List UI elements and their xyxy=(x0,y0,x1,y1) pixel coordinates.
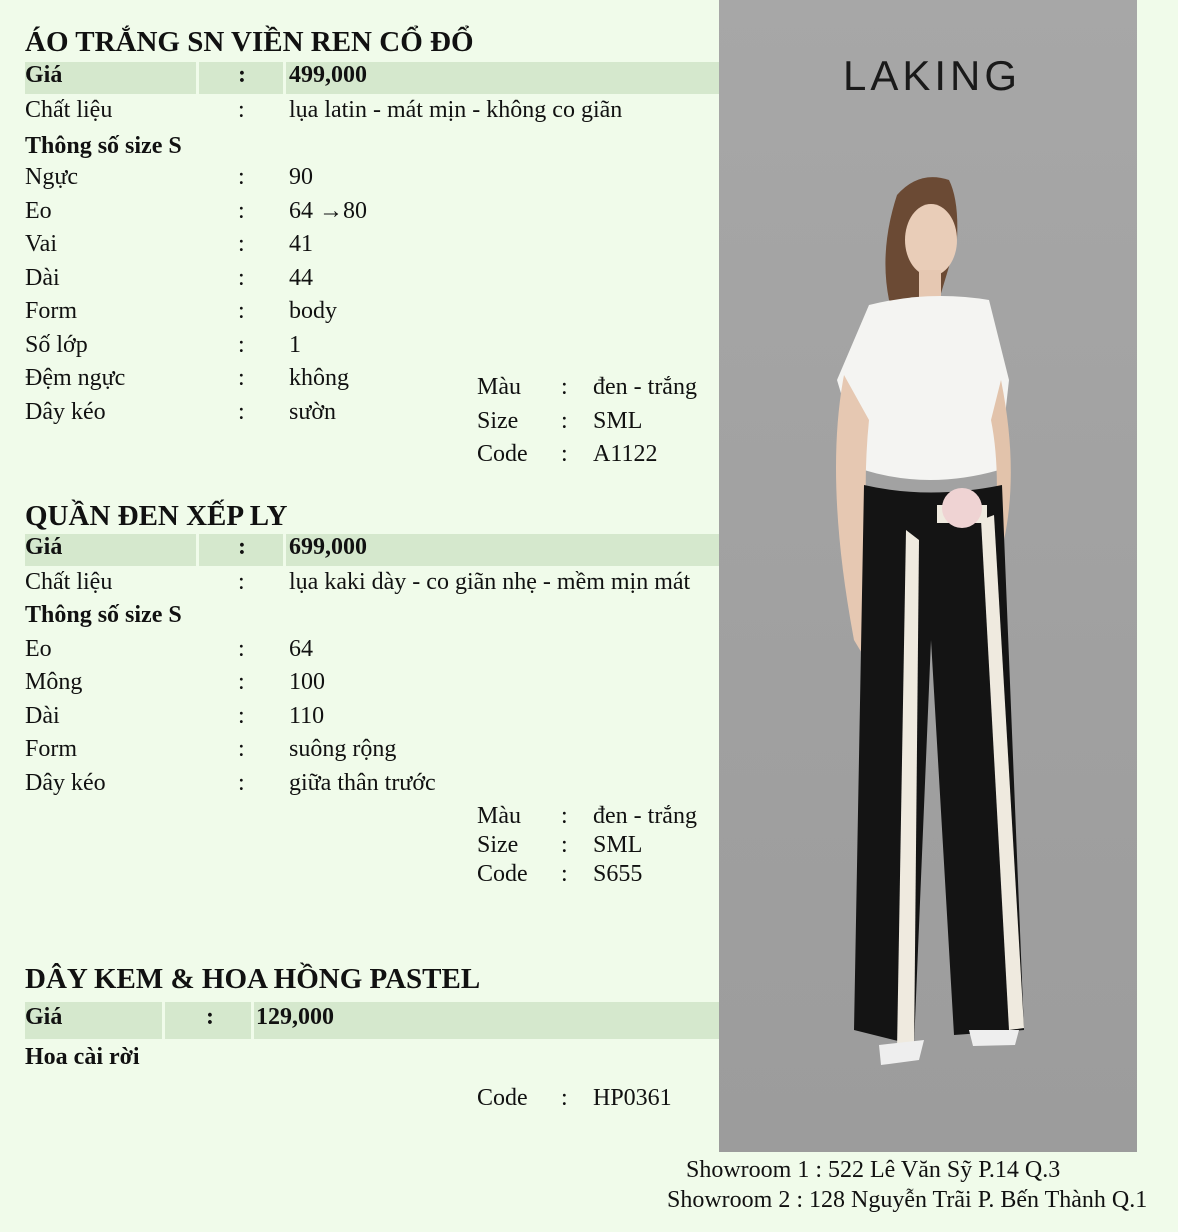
separator: : xyxy=(238,736,245,762)
spec-row xyxy=(25,265,719,299)
product3-code: HP0361 xyxy=(593,1085,672,1111)
price-label: Giá xyxy=(25,1004,63,1030)
spec-row xyxy=(25,298,719,332)
separator: : xyxy=(561,832,568,858)
divider xyxy=(196,62,199,94)
brand-logo: LAKING xyxy=(843,52,1022,99)
spec-row xyxy=(25,198,719,232)
spec-row xyxy=(25,736,719,770)
product-photo xyxy=(719,0,1137,1152)
spec-label: Dài xyxy=(25,265,60,291)
spec-label: Dài xyxy=(25,703,60,729)
separator: : xyxy=(238,399,245,425)
separator: : xyxy=(238,703,245,729)
divider xyxy=(196,534,199,566)
product1-size-heading: Thông số size S xyxy=(25,133,182,159)
product3-price-bar xyxy=(25,1002,719,1039)
size-label: Size xyxy=(477,408,519,434)
spec-label: Form xyxy=(25,736,78,762)
spec-value: sườn xyxy=(289,399,337,425)
spec-row xyxy=(25,332,719,366)
spec-row xyxy=(25,636,719,670)
separator: : xyxy=(206,1004,214,1030)
product2-code: S655 xyxy=(593,861,643,887)
color-label: Màu xyxy=(477,374,521,400)
separator: : xyxy=(561,441,568,467)
spec-label: Vai xyxy=(25,231,57,257)
separator: : xyxy=(561,861,568,887)
spec-label: Số lớp xyxy=(25,332,88,358)
price-label: Giá xyxy=(25,534,63,560)
product2-material: lụa kaki dày - co giãn nhẹ - mềm mịn mát xyxy=(289,569,691,595)
separator: : xyxy=(238,636,245,662)
product1-price-bar xyxy=(25,62,719,94)
product1-size: SML xyxy=(593,408,643,434)
product2-price-bar xyxy=(25,534,719,566)
spec-value: không xyxy=(289,365,349,391)
product2-material-row xyxy=(25,569,719,603)
code-label: Code xyxy=(477,861,528,887)
product1-price: 499,000 xyxy=(289,62,367,88)
product2-price: 699,000 xyxy=(289,534,367,560)
spec-label: Ngực xyxy=(25,164,78,190)
separator: : xyxy=(561,1085,568,1111)
spec-label: Dây kéo xyxy=(25,770,106,796)
spec-row xyxy=(25,669,719,703)
showroom-2: Showroom 2 : 128 Nguyễn Trãi P. Bến Thành Q.1 xyxy=(667,1187,1148,1213)
spec-row xyxy=(25,703,719,737)
spec-value: 41 xyxy=(289,231,313,257)
spec-label: Dây kéo xyxy=(25,399,106,425)
spec-label: Đệm ngực xyxy=(25,365,126,391)
spec-value: 90 xyxy=(289,164,313,190)
material-label: Chất liệu xyxy=(25,569,113,595)
product1-color-row xyxy=(477,374,717,406)
spec-label: Form xyxy=(25,298,78,324)
divider xyxy=(283,534,286,566)
showroom-1: Showroom 1 : 522 Lê Văn Sỹ P.14 Q.3 xyxy=(686,1157,1061,1183)
product1-code-row xyxy=(477,441,717,473)
separator: : xyxy=(238,770,245,796)
product2-color: đen - trắng xyxy=(593,803,697,829)
product1-title: ÁO TRẮNG SN VIỀN REN CỔ ĐỔ xyxy=(25,26,474,58)
product3-title: DÂY KEM & HOA HỒNG PASTEL xyxy=(25,963,481,995)
spec-value: giữa thân trước xyxy=(289,770,436,796)
spec-label: Eo xyxy=(25,636,52,662)
product2-color-row xyxy=(477,803,717,835)
size-label: Size xyxy=(477,832,519,858)
spec-row xyxy=(25,231,719,265)
separator: : xyxy=(561,803,568,829)
separator: : xyxy=(561,374,568,400)
separator: : xyxy=(238,265,245,291)
separator: : xyxy=(238,534,246,560)
product1-material-row xyxy=(25,97,719,131)
code-label: Code xyxy=(477,1085,528,1111)
separator: : xyxy=(238,198,245,224)
spec-row xyxy=(25,770,719,804)
separator: : xyxy=(238,62,246,88)
product1-color: đen - trắng xyxy=(593,374,697,400)
product3-note: Hoa cài rời xyxy=(25,1044,140,1070)
product1-material: lụa latin - mát mịn - không co giãn xyxy=(289,97,623,123)
product3-code-row xyxy=(477,1085,719,1117)
spec-value: 110 xyxy=(289,703,325,729)
spec-label: Mông xyxy=(25,669,83,695)
spec-label: Eo xyxy=(25,198,52,224)
separator: : xyxy=(238,365,245,391)
product3-price: 129,000 xyxy=(256,1004,334,1030)
product1-code: A1122 xyxy=(593,441,658,467)
separator: : xyxy=(561,408,568,434)
spec-value: 64 xyxy=(289,636,313,662)
separator: : xyxy=(238,569,245,595)
separator: : xyxy=(238,231,245,257)
separator: : xyxy=(238,97,245,123)
separator: : xyxy=(238,298,245,324)
product2-size: SML xyxy=(593,832,643,858)
spec-row xyxy=(25,164,719,198)
product1-size-row xyxy=(477,408,717,440)
divider xyxy=(162,1002,165,1039)
code-label: Code xyxy=(477,441,528,467)
product2-size-heading: Thông số size S xyxy=(25,602,182,628)
spec-value: suông rộng xyxy=(289,736,397,762)
spec-value: 64 →80 xyxy=(289,198,367,224)
separator: : xyxy=(238,164,245,190)
product2-title: QUẦN ĐEN XẾP LY xyxy=(25,500,288,532)
spec-value: 100 xyxy=(289,669,325,695)
spec-value: body xyxy=(289,298,337,324)
spec-value: 44 xyxy=(289,265,313,291)
price-label: Giá xyxy=(25,62,63,88)
material-label: Chất liệu xyxy=(25,97,113,123)
spec-value: 1 xyxy=(289,332,301,358)
separator: : xyxy=(238,669,245,695)
divider xyxy=(251,1002,254,1039)
product2-code-row xyxy=(477,861,717,893)
product2-size-row xyxy=(477,832,717,864)
color-label: Màu xyxy=(477,803,521,829)
divider xyxy=(283,62,286,94)
model-figure-icon xyxy=(719,0,1137,1152)
separator: : xyxy=(238,332,245,358)
